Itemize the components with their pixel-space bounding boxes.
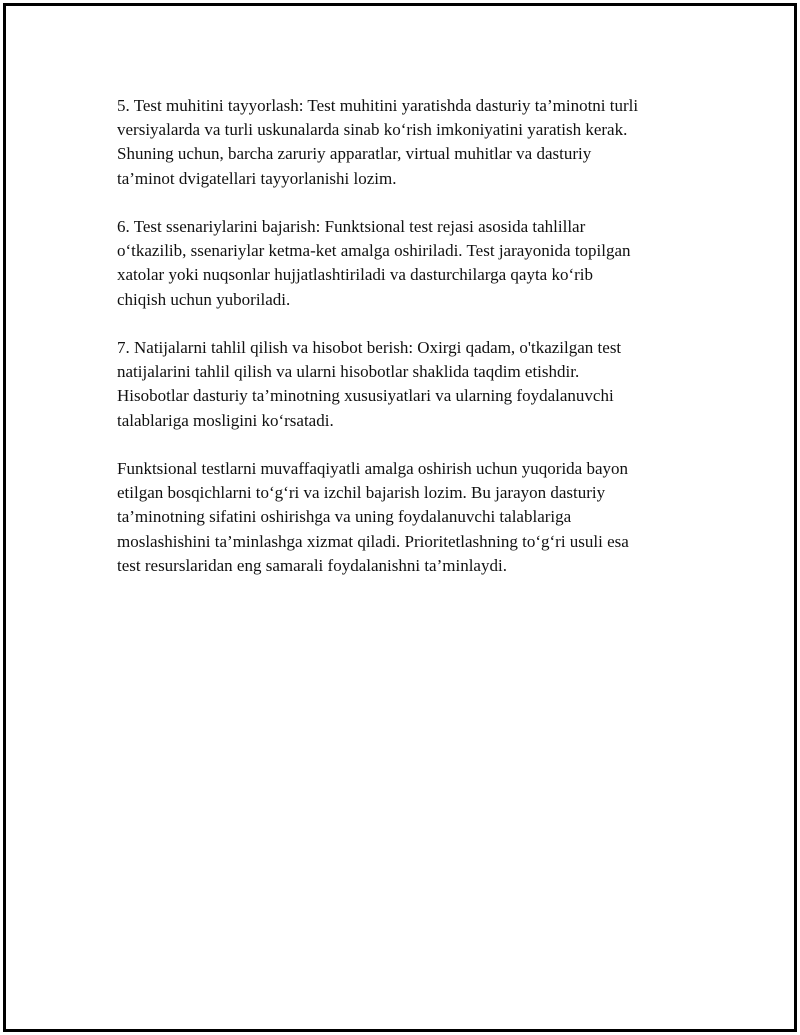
text-line: test resurslaridan eng samarali foydalanishni ta’minlaydi. <box>117 555 507 575</box>
paragraph-test-scenarios <box>117 215 717 312</box>
text-line: 7. Natijalarni tahlil qilish va hisobot berish: Oxirgi qadam, o'tkazilgan test <box>117 338 622 357</box>
text-line: 5. Test muhitini tayyorlash: Test muhitini yaratishda dasturiy ta’minotni turli <box>117 96 639 115</box>
document-body <box>117 94 717 602</box>
text-line: chiqish uchun yuboriladi. <box>117 289 291 309</box>
text-line: xatolar yoki nuqsonlar hujjatlashtiriladi va dasturchilarga qayta ko‘rib <box>117 265 594 285</box>
paragraph-results-analysis <box>117 336 717 433</box>
text-line: Hisobotlar dasturiy ta’minotning xususiyatlari va ularning foydalanuvchi <box>117 386 614 406</box>
text-line: moslashishini ta’minlashga xizmat qiladi. Prioritetlashning to‘g‘ri usuli esa <box>117 531 629 551</box>
text-line: Shuning uchun, barcha zaruriy apparatlar, virtual muhitlar va dasturiy <box>117 144 592 164</box>
text-line: 6. Test ssenariylarini bajarish: Funktsional test rejasi asosida tahlillar <box>117 217 586 236</box>
text-line: natijalarini tahlil qilish va ularni hisobotlar shaklida taqdim etishdir. <box>117 362 580 382</box>
text-line: etilgan bosqichlarni to‘g‘ri va izchil bajarish lozim. Bu jarayon dasturiy <box>117 483 606 503</box>
text-line: Funktsional testlarni muvaffaqiyatli amalga oshirish uchun yuqorida bayon <box>117 459 629 478</box>
text-line: talablariga mosligini ko‘rsatadi. <box>117 410 334 430</box>
text-line: versiyalarda va turli uskunalarda sinab ko‘rish imkoniyatini yaratish kerak. <box>117 120 628 140</box>
paragraph-test-environment <box>117 94 717 191</box>
text-line: ta’minot dvigatellari tayyorlanishi lozim. <box>117 168 397 188</box>
text-line: ta’minotning sifatini oshirishga va uning foydalanuvchi talablariga <box>117 507 572 527</box>
text-line: o‘tkazilib, ssenariylar ketma-ket amalga oshiriladi. Test jarayonida topilgan <box>117 241 631 261</box>
paragraph-conclusion <box>117 457 717 578</box>
